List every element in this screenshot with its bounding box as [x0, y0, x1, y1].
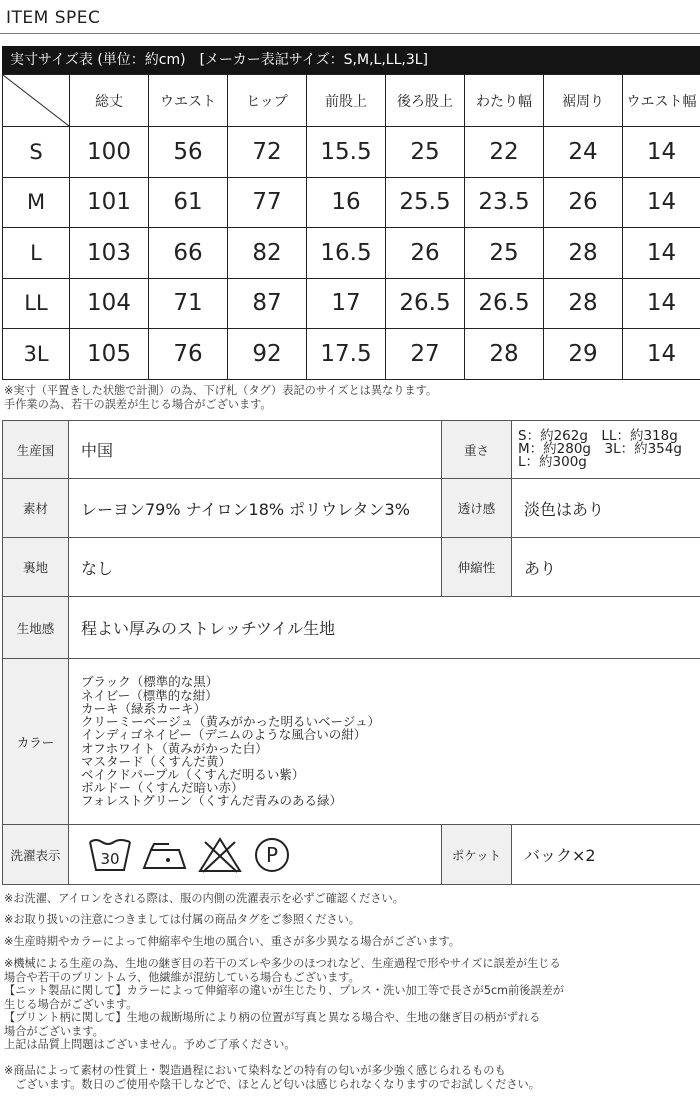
- spec-table: [2, 420, 700, 885]
- table-row: [3, 228, 700, 279]
- size-label: 3L: [3, 329, 70, 380]
- column-header: 前股上: [307, 75, 386, 127]
- origin-label: 生産国: [3, 421, 69, 479]
- size-table-caption: 実寸サイズ表 (単位：約cm) [メーカー表記サイズ：S,M,L,LL,3L]: [2, 46, 700, 74]
- list-item: インディゴネイビー（デニムのような風合いの紺）: [81, 727, 367, 743]
- table-cell: 72: [228, 127, 307, 178]
- table-row: [3, 127, 700, 178]
- size-table-note: ※実寸（平置きした状態で計測）の為、下げ札（タグ）表記のサイズとは異なります。 手作業の為、若干の誤差が生じる場合がございます。: [4, 384, 438, 411]
- table-cell: 29: [544, 329, 623, 380]
- wash-30-icon: [87, 836, 133, 874]
- table-cell: 22: [465, 127, 544, 178]
- size-label: S: [3, 127, 70, 178]
- table-cell: 103: [70, 228, 149, 279]
- table-cell: 25.5: [386, 177, 465, 228]
- lining-value: なし: [69, 538, 442, 597]
- note-washing: ※お洗濯、アイロンをされる際は、服の内側の洗濯表示を必ずご確認ください。: [4, 892, 404, 905]
- list-item: クリーミーベージュ（黄みがかった明るいベージュ）: [81, 714, 381, 730]
- weight-label: 重さ: [442, 421, 512, 479]
- spec-row: [3, 825, 700, 885]
- table-cell: 14: [623, 228, 700, 279]
- table-row: [3, 329, 700, 380]
- dryclean-letter: P: [265, 842, 279, 867]
- table-cell: 92: [228, 329, 307, 380]
- material-label: 素材: [3, 479, 69, 538]
- table-cell: 16.5: [307, 228, 386, 279]
- spec-row: [3, 479, 700, 538]
- material-value: レーヨン79% ナイロン18% ポリウレタン3%: [69, 479, 442, 538]
- care-label: 洗濯表示: [3, 825, 69, 885]
- column-header: わたり幅: [465, 75, 544, 127]
- wash-temp-text: 30: [100, 849, 120, 868]
- table-cell: 105: [70, 329, 149, 380]
- iron-low-icon: [141, 836, 189, 874]
- table-cell: 28: [544, 278, 623, 329]
- table-cell: 61: [149, 177, 228, 228]
- column-header: ヒップ: [228, 75, 307, 127]
- table-cell: 56: [149, 127, 228, 178]
- list-item: ネイビー（標準的な紺）: [81, 687, 218, 703]
- list-item: マスタード（くすんだ黄）: [81, 753, 232, 769]
- size-table: [2, 74, 700, 380]
- table-cell: 26.5: [465, 278, 544, 329]
- list-item: カーキ（緑系カーキ）: [81, 700, 207, 716]
- pocket-value: バック×2: [512, 825, 700, 885]
- table-cell: 77: [228, 177, 307, 228]
- list-item: フォレストグリーン（くすんだ青みのある緑）: [81, 793, 343, 809]
- size-table-header-row: [3, 75, 700, 127]
- table-cell: 14: [623, 177, 700, 228]
- spec-row: [3, 421, 700, 479]
- note-variation: ※生産時期やカラーによって伸縮率や生地の風合い、重さが多少異なる場合がございます。: [4, 935, 460, 948]
- table-cell: 28: [544, 228, 623, 279]
- pocket-label: ポケット: [442, 825, 512, 885]
- dry-clean-p-icon: [251, 836, 293, 874]
- lining-label: 裏地: [3, 538, 69, 597]
- weight-value: S：約262g LL：約318g M：約280g 3L：約354g L：約300g: [512, 421, 700, 479]
- texture-label: 生地感: [3, 597, 69, 659]
- header-divider: [0, 33, 700, 34]
- table-cell: 71: [149, 278, 228, 329]
- note-odor: ※商品によって素材の性質上・製造過程において染料などの特有の匂いが多少強く感じられるものも ございます。数日のご使用や陰干しなどで、ほとんど匂いは感じられなくなりますのでお試しください。: [4, 1064, 540, 1091]
- column-header: 総丈: [70, 75, 149, 127]
- texture-value: 程よい厚みのストレッチツイル生地: [69, 597, 700, 659]
- list-item: ブラック（標準的な黒）: [81, 674, 219, 690]
- note-handling: ※お取り扱いの注意につきましては付属の商品タグをご参照ください。: [4, 913, 360, 926]
- table-cell: 101: [70, 177, 149, 228]
- sheer-value: 淡色はあり: [512, 479, 700, 538]
- list-item: ベイクドパープル（くすんだ明るい紫）: [81, 766, 305, 782]
- color-label: カラー: [3, 659, 69, 825]
- table-cell: 26.5: [386, 278, 465, 329]
- sheer-label: 透け感: [442, 479, 512, 538]
- list-item: オフホワイト（黄みがかった白）: [81, 740, 268, 756]
- color-list: [69, 659, 700, 825]
- column-header: ウエスト: [149, 75, 228, 127]
- table-cell: 23.5: [465, 177, 544, 228]
- list-item: ボルドー（くすんだ暗い赤）: [81, 780, 244, 796]
- column-header: ウエスト幅: [623, 75, 700, 127]
- spec-row: [3, 538, 700, 597]
- table-cell: 16: [307, 177, 386, 228]
- table-row: [3, 278, 700, 329]
- table-cell: 28: [465, 329, 544, 380]
- table-cell: 87: [228, 278, 307, 329]
- table-cell: 24: [544, 127, 623, 178]
- note-production: ※機械による生産の為、生地の継ぎ目の若干のズレや多少のほつれなど、生産過程で形やサイズに誤差が生じる 場合や若干のプリントムラ、他繊維が混紡している場合もございます。 【ニット製品に関して】カラーによって伸縮率の違いが生じたり、プレス・洗い加工等で長さが5cm前後誤差が 生じる場合がございます。 【プリント柄に関して】生地の裁断場所により柄の位置が写真と異なる場合や、生地の継ぎ目の柄がずれる 場合がございます。 上記は品質上問題はございません。予めご了承ください。: [4, 957, 564, 1051]
- table-cell: 14: [623, 329, 700, 380]
- table-cell: 17.5: [307, 329, 386, 380]
- size-label: LL: [3, 278, 70, 329]
- color-list-text: [69, 675, 700, 807]
- diagonal-line-icon: [3, 75, 69, 126]
- table-cell: 104: [70, 278, 149, 329]
- table-row: [3, 177, 700, 228]
- table-cell: 14: [623, 127, 700, 178]
- no-bleach-icon: [197, 836, 243, 874]
- table-cell: 14: [623, 278, 700, 329]
- table-cell: 25: [386, 127, 465, 178]
- origin-value: 中国: [69, 421, 442, 479]
- column-header: 裾周り: [544, 75, 623, 127]
- table-cell: 15.5: [307, 127, 386, 178]
- size-label: L: [3, 228, 70, 279]
- table-cell: 26: [386, 228, 465, 279]
- table-cell: 27: [386, 329, 465, 380]
- item-spec-header: [0, 0, 700, 36]
- table-cell: 25: [465, 228, 544, 279]
- page-title: ITEM SPEC: [6, 8, 101, 28]
- stretch-value: あり: [512, 538, 700, 597]
- table-cell: 76: [149, 329, 228, 380]
- stretch-label: 伸縮性: [442, 538, 512, 597]
- table-cell: 82: [228, 228, 307, 279]
- table-cell: 26: [544, 177, 623, 228]
- care-symbols: [69, 825, 442, 885]
- size-label: M: [3, 177, 70, 228]
- table-cell: 17: [307, 278, 386, 329]
- corner-cell: [3, 75, 70, 127]
- table-cell: 100: [70, 127, 149, 178]
- column-header: 後ろ股上: [386, 75, 465, 127]
- table-cell: 66: [149, 228, 228, 279]
- spec-row: [3, 659, 700, 825]
- spec-row: [3, 597, 700, 659]
